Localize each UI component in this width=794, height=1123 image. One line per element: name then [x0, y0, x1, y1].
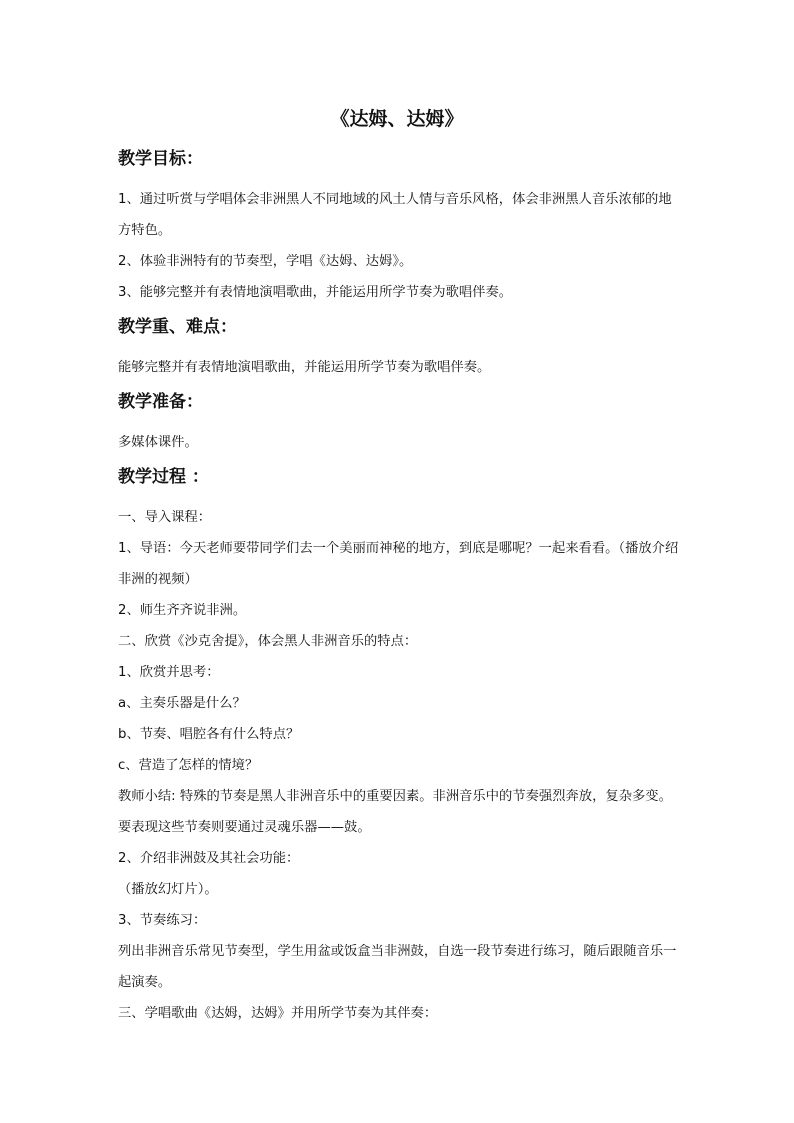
paragraph: c、营造了怎样的情境？	[118, 758, 259, 773]
paragraph: 1、导语：今天老师要带同学们去一个美丽而神秘的地方，到底是哪呢？一起来看看。（播放介绍非洲的视频）	[118, 541, 679, 587]
paragraph: 1、欣赏并思考：	[118, 665, 220, 680]
document-title: 《达姆、达姆》	[330, 108, 464, 130]
paragraph: 列出非洲音乐常见节奏型，学生用盆或饭盒当非洲鼓，自选一段节奏进行练习，随后跟随音乐一起演奏。	[118, 944, 677, 990]
paragraph: 2、介绍非洲鼓及其社会功能：	[118, 851, 300, 866]
paragraph: 3、能够完整并有表情地演唱歌曲，并能运用所学节奏为歌唱伴奏。	[118, 285, 513, 300]
paragraph: 多媒体课件。	[118, 435, 198, 450]
paragraph: b、节奏、唱腔各有什么特点？	[118, 727, 300, 742]
section-heading-objectives: 教学目标：	[118, 149, 203, 169]
paragraph: 2、体验非洲特有的节奏型，学唱《达姆、达姆》。	[118, 254, 413, 269]
paragraph: a、主奏乐器是什么？	[118, 696, 246, 711]
paragraph: 一、导入课程：	[118, 510, 212, 525]
paragraph: 三、学唱歌曲《达姆，达姆》并用所学节奏为其伴奏：	[118, 1006, 438, 1021]
paragraph: 教师小结: 特殊的节奏是黑人非洲音乐中的重要因素。非洲音乐中的节奏强烈奔放，复杂多变。要表现这些节奏则要通过灵魂乐器——鼓。	[118, 789, 672, 835]
paragraph: 1、通过听赏与学唱体会非洲黑人不同地域的风土人情与音乐风格，体会非洲黑人音乐浓郁的地方特色。	[118, 192, 672, 238]
section-heading-process: 教学过程 ：	[118, 467, 209, 487]
paragraph: 2、师生齐齐说非洲。	[118, 603, 247, 618]
paragraph: 3、节奏练习：	[118, 913, 207, 928]
document-body	[118, 146, 684, 1029]
section-heading-key-points: 教学重、难点：	[118, 317, 237, 337]
paragraph: 能够完整并有表情地演唱歌曲，并能运用所学节奏为歌唱伴奏。	[118, 360, 491, 375]
paragraph: （播放幻灯片）。	[118, 882, 218, 897]
section-heading-preparation: 教学准备：	[118, 392, 203, 412]
paragraph: 二、欣赏《沙克舍提》，体会黑人非洲音乐的特点：	[118, 634, 418, 649]
